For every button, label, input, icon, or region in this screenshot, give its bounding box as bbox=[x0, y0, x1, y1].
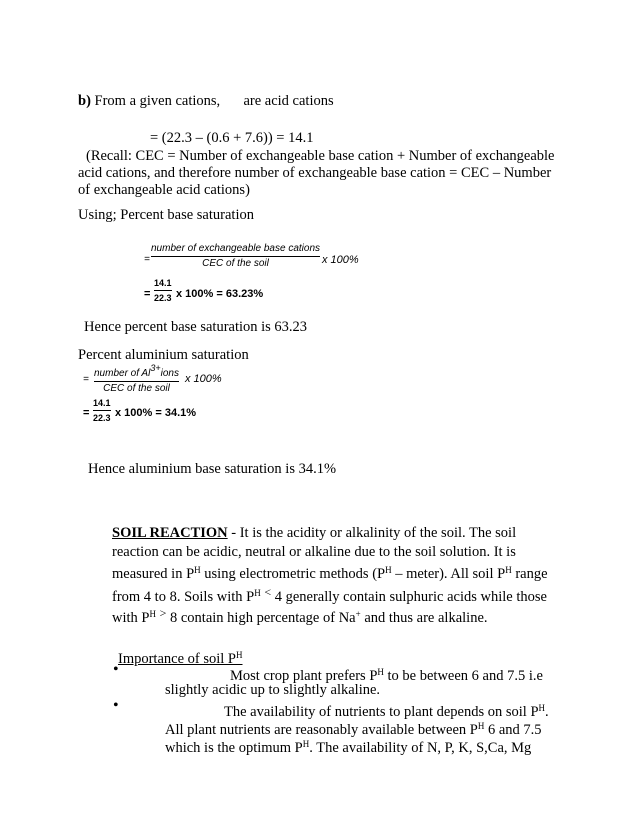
using-line: Using; Percent base saturation bbox=[78, 207, 254, 223]
calc-line: = (22.3 – (0.6 + 7.6)) = 14.1 bbox=[150, 130, 314, 146]
percent-al-title: Percent aluminium saturation bbox=[78, 347, 249, 363]
calc-al-fraction bbox=[93, 397, 111, 424]
hence-al: Hence aluminium base saturation is 34.1% bbox=[88, 461, 337, 477]
recall-line-3: of exchangeable acid cations) bbox=[78, 182, 250, 198]
part-b-label: b) bbox=[78, 93, 91, 109]
importance-item-1-line-2: slightly acidic up to slightly alkaline. bbox=[165, 682, 381, 698]
fraction-bar bbox=[93, 410, 111, 411]
calc-base-fraction bbox=[154, 277, 172, 304]
formula-al-eq: = bbox=[83, 374, 89, 385]
fraction-bar bbox=[151, 256, 320, 257]
formula-al-denominator: CEC of the soil bbox=[103, 383, 170, 394]
importance-item-2-line-2: All plant nutrients are reasonably available between $P^H$ 6 and 7.5 bbox=[165, 721, 542, 738]
calc-base-numerator: 14.1 bbox=[154, 278, 172, 288]
formula-base-eq: = bbox=[144, 254, 150, 265]
calc-al-result: x 100% = 34.1% bbox=[115, 407, 197, 419]
calc-base-denominator: 22.3 bbox=[154, 293, 172, 303]
part-b-text-a: From a given cations, bbox=[94, 93, 221, 109]
formula-base-fraction bbox=[151, 243, 320, 270]
formula-al-times: x 100% bbox=[185, 373, 222, 385]
recall-line-2: acid cations, and therefore number of exchangeable base cation = CEC – Number bbox=[78, 165, 552, 181]
importance-item-2-line-3: which is the optimum $P^H$. The availability of N, P, K, S,Ca, Mg bbox=[165, 739, 532, 756]
part-b-text-b: are acid cations bbox=[243, 93, 334, 109]
soil-reaction-line-4: from 4 to 8. Soils with $P^H$ < 4 generally contain sulphuric acids while those bbox=[112, 585, 547, 605]
formula-base-denominator: CEC of the soil bbox=[202, 258, 269, 269]
fraction-bar bbox=[94, 381, 179, 382]
soil-reaction-line-1: SOIL REACTION - It is the acidity or alkalinity of the soil. The soil bbox=[112, 525, 517, 541]
part-b-line bbox=[78, 92, 334, 110]
formula-al-numerator: number of $Al^{3+}ions$ bbox=[94, 363, 179, 379]
calc-base-eq: = bbox=[144, 288, 151, 300]
calc-base-result: x 100% = 63.23% bbox=[176, 288, 264, 300]
soil-reaction-line-5: with $P^H$ > 8 contain high percentage of Na+ and thus are alkaline. bbox=[112, 606, 488, 626]
calc-al-numerator: 14.1 bbox=[93, 398, 111, 408]
hence-base: Hence percent base saturation is 63.23 bbox=[84, 319, 308, 335]
soil-reaction-line-3: measured in $P^H$ using electrometric methods ($P^H$ – meter). All soil $P^H$ range bbox=[112, 565, 548, 582]
importance-item-1-line-1: Most crop plant prefers $P^H$ to be between 6 and 7.5 i.e bbox=[230, 667, 543, 684]
formula-al-fraction bbox=[94, 362, 179, 395]
formula-base-times: x 100% bbox=[322, 254, 359, 266]
importance-heading: Importance of soil $P^H$ bbox=[118, 650, 243, 667]
recall-line-1: (Recall: CEC = Number of exchangeable base cation + Number of exchangeable bbox=[86, 148, 555, 164]
calc-al-denominator: 22.3 bbox=[93, 413, 111, 423]
bullet-2: • bbox=[113, 697, 119, 714]
importance-item-2-line-1: The availability of nutrients to plant depends on soil $P^H$. bbox=[224, 703, 549, 720]
soil-reaction-line-2: reaction can be acidic, neutral or alkaline due to the soil solution. It is bbox=[112, 544, 516, 560]
soil-reaction-heading: SOIL REACTION bbox=[112, 525, 228, 541]
fraction-bar bbox=[154, 290, 172, 291]
calc-al-eq: = bbox=[83, 407, 90, 419]
formula-base-numerator: number of exchangeable base cations bbox=[151, 243, 321, 254]
bullet-1: • bbox=[113, 661, 119, 678]
